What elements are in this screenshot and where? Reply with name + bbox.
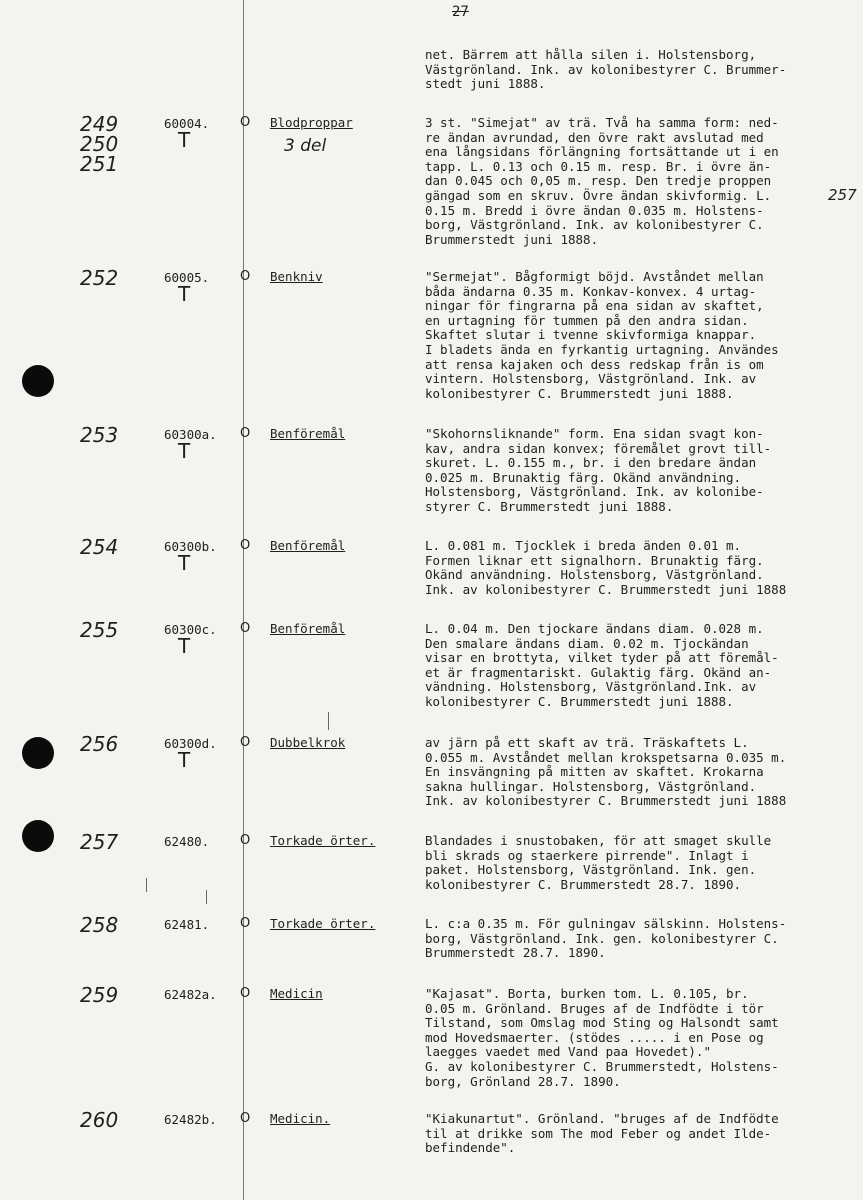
t-mark: T xyxy=(178,282,191,306)
object-description: "Sermejat". Bågformigt böjd. Avståndet mellan båda ändarna 0.35 m. Konkav-konvex. 4 urtag- ningar för fingrarna på ena sidan av skaftet, en urtagning för tummen på den andra sidan. Skaftet slutar i tvenne skivformiga knappar. I bladets ända en fyrkantig urtagning. Användes att rensa kajaken och dess redskap från is om vintern. Holstensborg, Västgrönland. Ink. av kolonibestyrer C. Brummerstedt juni 1888. xyxy=(425,269,779,401)
object-name: Benföremål xyxy=(270,426,346,441)
punch-hole xyxy=(22,737,54,769)
object-name: Torkade örter. xyxy=(270,916,376,931)
t-mark: T xyxy=(178,748,191,772)
object-name: Medicin xyxy=(270,986,323,1001)
catalog-number: 62482a. xyxy=(164,987,217,1002)
side-note: 257 xyxy=(828,186,857,204)
circle-mark: O xyxy=(240,538,251,553)
punch-hole xyxy=(22,820,54,852)
object-name: Dubbelkrok xyxy=(270,735,346,750)
entry-number: 256 xyxy=(80,732,119,756)
object-name: Benkniv xyxy=(270,269,323,284)
object-name: Torkade örter. xyxy=(270,833,376,848)
circle-mark: O xyxy=(240,1111,251,1126)
t-mark: T xyxy=(178,551,191,575)
t-mark: T xyxy=(178,634,191,658)
entry-number: 253 xyxy=(80,423,119,447)
circle-mark: O xyxy=(240,916,251,931)
catalog-number: 60005. xyxy=(164,270,210,285)
column-rule xyxy=(243,0,244,1200)
catalog-number: 60300a. xyxy=(164,427,217,442)
circle-mark: O xyxy=(240,621,251,636)
object-description: "Kiakunartut". Grönland. "bruges af de Indfödte til at drikke som The mod Feber og andet Ilde- befindende". xyxy=(425,1111,779,1156)
object-description: L. 0.04 m. Den tjockare ändans diam. 0.028 m. Den smalare ändans diam. 0.02 m. Tjockändan visar en brottyta, vilket tyder på att föremål- et är fragmentariskt. Gulaktig färg. Okänd an- vändning. Holstensborg, Västgrönland.Ink. av kolonibestyrer C. Brummerstedt juni 1888. xyxy=(425,621,779,709)
circle-mark: O xyxy=(240,269,251,284)
entry-number: 249 250 251 xyxy=(80,112,119,176)
catalog-number: 60300c. xyxy=(164,622,217,637)
pencil-tick xyxy=(146,878,147,892)
object-name: Benföremål xyxy=(270,538,346,553)
t-mark: T xyxy=(178,128,191,152)
object-name: Benföremål xyxy=(270,621,346,636)
catalog-number: 60004. xyxy=(164,116,210,131)
catalog-number: 60300b. xyxy=(164,539,217,554)
punch-hole xyxy=(22,365,54,397)
circle-mark: O xyxy=(240,115,251,130)
circle-mark: O xyxy=(240,735,251,750)
handwritten-note: 3 del xyxy=(284,136,327,156)
catalog-number: 60300d. xyxy=(164,736,217,751)
object-name: Blodproppar xyxy=(270,115,353,130)
object-description: L. c:a 0.35 m. För gulningav sälskinn. Holstens- borg, Västgrönland. Ink. gen. kolonibestyrer C. Brummerstedt 28.7. 1890. xyxy=(425,916,787,961)
entry-number: 254 xyxy=(80,535,119,559)
object-description: "Kajasat". Borta, burken tom. L. 0.105, br. 0.05 m. Grönland. Bruges af de Indfödte i tör Tilstand, som Omslag mod Sting og Halsondt samt mod Hovedsmaerter. (stödes ..... i en Pose og laegges vaedet med Vand paa Hovedet)." G. av kolonibestyrer C. Brummerstedt, Holstens- borg, Grönland 28.7. 1890. xyxy=(425,986,779,1089)
circle-mark: O xyxy=(240,986,251,1001)
pencil-tick xyxy=(328,712,329,730)
circle-mark: O xyxy=(240,833,251,848)
entry-number: 255 xyxy=(80,618,119,642)
page-number: 27 xyxy=(452,4,469,20)
object-description: Blandades i snustobaken, för att smaget skulle bli skrads og staerkere pirrende". Inlagt i paket. Holstensborg, Västgrönland. Ink. gen. kolonibestyrer C. Brummerstedt 28.7. 1890. xyxy=(425,833,772,892)
pencil-tick xyxy=(206,890,207,904)
catalog-number: 62482b. xyxy=(164,1112,217,1127)
object-description: L. 0.081 m. Tjocklek i breda änden 0.01 m. Formen liknar ett signalhorn. Brunaktig färg. Okänd användning. Holstensborg, Västgrönland. Ink. av kolonibestyrer C. Brummerstedt juni 1888 xyxy=(425,538,787,597)
object-description: "Skohornsliknande" form. Ena sidan svagt kon- kav, andra sidan konvex; föremålet grovt till- skuret. L. 0.155 m., br. i den bredare ändan 0.025 m. Brunaktig färg. Okänd användning. Holstensborg, Västgrönland. Ink. av kolonibe- styrer C. Brummerstedt juni 1888. xyxy=(425,426,772,514)
catalog-number: 62481. xyxy=(164,917,210,932)
entry-number: 258 xyxy=(80,913,119,937)
object-description: 3 st. "Simejat" av trä. Två ha samma form: ned- re ändan avrundad, den övre rakt avslutad med ena långsidans förlängning fortsättande ut i en tapp. L. 0.13 och 0.15 m. resp. Br. i övre än- dan 0.045 och 0,05 m. resp. Den tredje proppen gängad som en skruv. Övre ändan skivformig. L. 0.15 m. Bredd i övre ändan 0.035 m. Holstens- borg, Västgrönland. Ink. av kolonibestyrer C. Brummerstedt juni 1888. xyxy=(425,115,779,247)
circle-mark: O xyxy=(240,426,251,441)
entry-number: 257 xyxy=(80,830,119,854)
object-description: av järn på ett skaft av trä. Träskaftets L. 0.055 m. Avståndet mellan krokspetsarna 0.035 m. En insvängning på mitten av skaftet. Krokarna sakna hullingar. Holstensborg, Västgrönland. Ink. av kolonibestyrer C. Brummerstedt juni 1888 xyxy=(425,735,787,809)
entry-number: 260 xyxy=(80,1108,119,1132)
header-continuation: net. Bärrem att hålla silen i. Holstensborg, Västgrönland. Ink. av kolonibestyrer C. Brummer- stedt juni 1888. xyxy=(425,47,787,92)
entry-number: 259 xyxy=(80,983,119,1007)
entry-number: 252 xyxy=(80,266,119,290)
object-name: Medicin. xyxy=(270,1111,331,1126)
catalog-number: 62480. xyxy=(164,834,210,849)
t-mark: T xyxy=(178,439,191,463)
